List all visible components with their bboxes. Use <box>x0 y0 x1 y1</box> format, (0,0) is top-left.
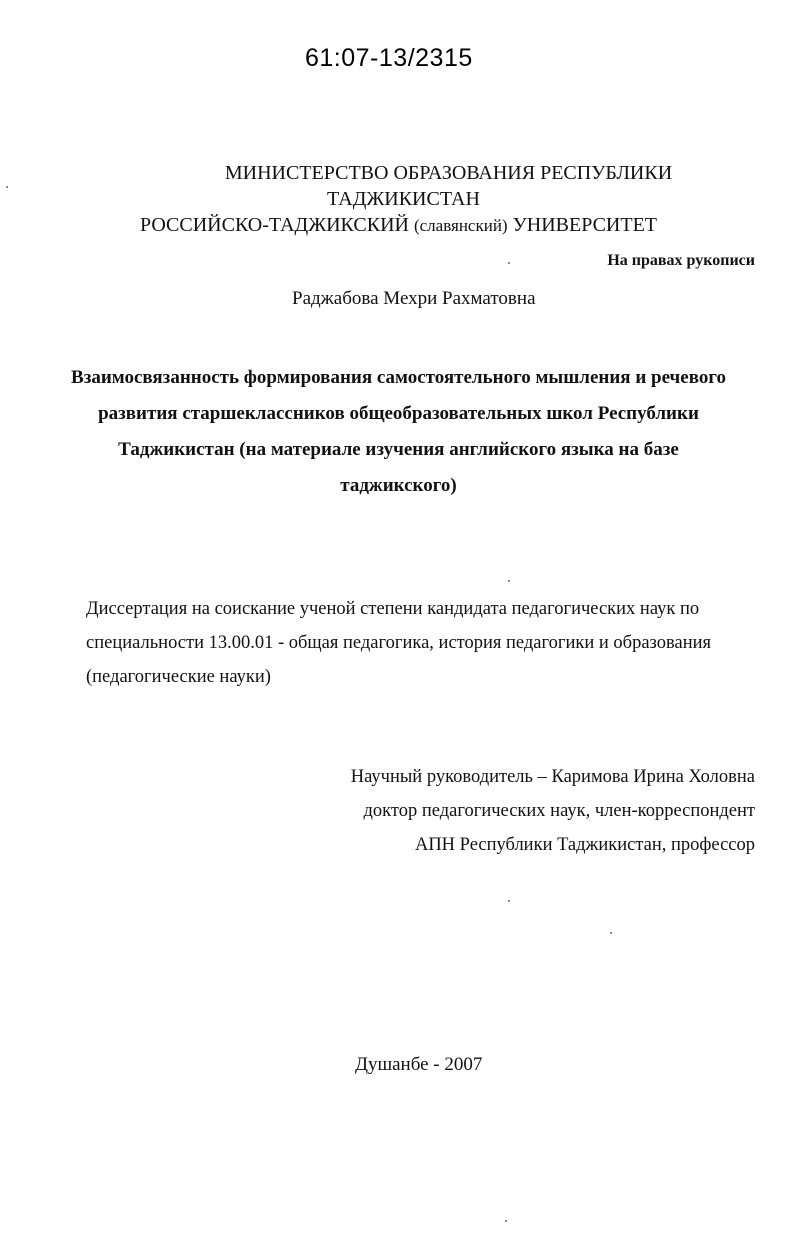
scan-speck <box>508 262 510 264</box>
advisor-line-2: доктор педагогических наук, член-корреспондент <box>363 801 755 821</box>
advisor-line-3: АПН Республики Таджикистан, профессор <box>414 835 755 855</box>
title-line-2: развития старшеклассников общеобразовательных школ Республики <box>98 403 699 424</box>
scan-speck <box>6 186 8 188</box>
thesis-line-3: (педагогические науки) <box>86 667 271 687</box>
scan-speck <box>508 900 510 902</box>
scan-speck <box>610 932 612 934</box>
thesis-line-2: специальности 13.00.01 - общая педагогика, история педагогики и образования <box>86 633 712 653</box>
registry-code: 61:07-13/2315 <box>305 44 473 72</box>
manuscript-note: На правах рукописи <box>607 252 755 269</box>
scan-speck <box>508 580 510 582</box>
ministry-line-1: МИНИСТЕРСТВО ОБРАЗОВАНИЯ РЕСПУБЛИКИ <box>224 162 673 184</box>
title-line-4: таджикского) <box>340 475 457 496</box>
university-middle: (славянский) <box>413 216 508 235</box>
advisor-block <box>351 760 755 862</box>
title-line-3: Таджикистан (на материале изучения английского языка на базе <box>118 439 679 460</box>
ministry-line-2: ТАДЖИКИСТАН <box>327 188 480 210</box>
city-year: Душанбе - 2007 <box>355 1054 483 1075</box>
university-line <box>0 212 797 239</box>
institution-block <box>0 160 797 239</box>
title-line-1: Взаимосвязанность формирования самостоятельного мышления и речевого <box>71 367 726 388</box>
scan-speck <box>505 1220 507 1222</box>
author-name: Раджабова Мехри Рахматовна <box>292 288 536 309</box>
university-prefix: РОССИЙСКО-ТАДЖИКСКИЙ <box>139 214 409 236</box>
thesis-statement <box>86 592 766 694</box>
university-suffix: УНИВЕРСИТЕТ <box>512 214 657 236</box>
advisor-line-1: Научный руководитель – Каримова Ирина Холовна <box>350 767 755 787</box>
dissertation-title <box>0 360 797 504</box>
thesis-line-1: Диссертация на соискание ученой степени кандидата педагогических наук по <box>86 599 700 619</box>
